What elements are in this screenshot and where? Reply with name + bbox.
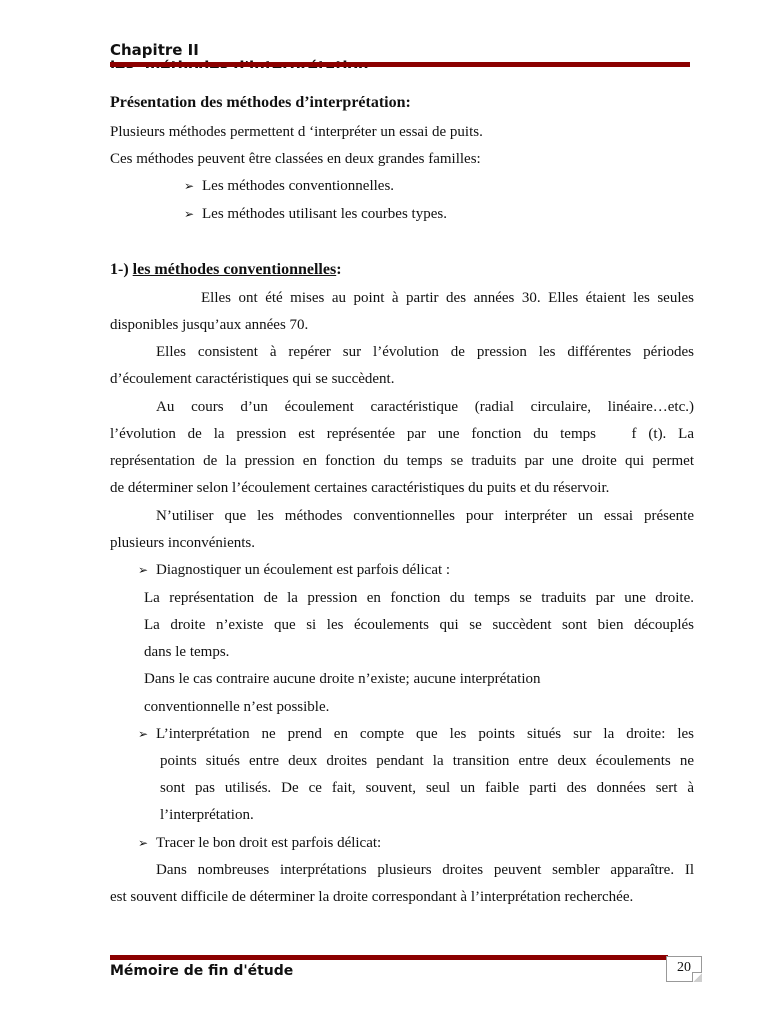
bullet-item <box>138 560 694 580</box>
paragraph-line: représentation de la pression en fonction du temps se traduits par une droite qui permet <box>110 453 694 469</box>
paragraph-line: d’écoulement caractéristiques qui se succèdent. <box>110 371 395 387</box>
paragraph-line: points situés entre deux droites pendant la transition entre deux écoulements ne <box>160 753 694 769</box>
paragraph-line: Elles consistent à repérer sur l’évolution de pression les différentes périodes <box>156 344 694 360</box>
page-number-box <box>666 956 702 982</box>
bullet-item <box>138 833 694 853</box>
family-list-item <box>184 176 694 196</box>
paragraph-line: est souvent difficile de déterminer la droite correspondant à l’interprétation recherchée. <box>110 889 634 905</box>
part1-colon: : <box>336 261 342 278</box>
bullet-label: L’interprétation ne prend en compte que les points situés sur la droite: les <box>156 726 694 742</box>
arrow-bullet-icon: ➢ <box>138 727 149 741</box>
family-item-label: Les méthodes conventionnelles. <box>202 178 395 194</box>
arrow-bullet-icon: ➢ <box>184 179 195 193</box>
footer-title: Mémoire de fin d'étude <box>110 963 294 979</box>
arrow-bullet-icon: ➢ <box>138 836 149 850</box>
intro-line-1: Plusieurs méthodes permettent d ‘interpréter un essai de puits. <box>110 124 483 140</box>
paragraph-line: dans le temps. <box>144 644 230 660</box>
arrow-bullet-icon: ➢ <box>138 563 149 577</box>
paragraph-line: conventionnelle n’est possible. <box>144 699 330 715</box>
part1-title: les méthodes conventionnelles <box>132 261 337 278</box>
intro-line-2: Ces méthodes peuvent être classées en deux grandes familles: <box>110 151 481 167</box>
bullet-label: Tracer le bon droit est parfois délicat: <box>156 835 382 851</box>
family-item-label: Les méthodes utilisant les courbes types. <box>202 206 447 222</box>
chapter-title: Chapitre II <box>110 41 199 59</box>
paragraph-line: La représentation de la pression en fonction du temps se traduits par une droite. <box>144 590 694 606</box>
paragraph-line: sont pas utilisés. De ce fait, souvent, seul un faible parti des données sert à <box>160 780 694 796</box>
paragraph-line: Dans le cas contraire aucune droite n’existe; aucune interprétation <box>144 671 541 687</box>
footer-rule <box>110 955 668 960</box>
paragraph-line: l’évolution de la pression est représentée par une fonction du temps f (t). La <box>110 426 694 442</box>
bullet-label: Diagnostiquer un écoulement est parfois délicat : <box>156 562 451 578</box>
arrow-bullet-icon: ➢ <box>184 207 195 221</box>
paragraph-line: plusieurs inconvénients. <box>110 535 255 551</box>
family-list-item <box>184 204 694 224</box>
paragraph-line: Elles ont été mises au point à partir des années 30. Elles étaient les seules <box>201 290 694 306</box>
section-heading: Présentation des méthodes d’interprétation: <box>110 94 411 111</box>
paragraph-line: de déterminer selon l’écoulement certaines caractéristiques du puits et du réservoir. <box>110 480 610 496</box>
part1-number: 1-) <box>110 261 129 278</box>
part1-heading <box>110 260 694 280</box>
paragraph-line: disponibles jusqu’aux années 70. <box>110 317 309 333</box>
paragraph-line: Au cours d’un écoulement caractéristique (radial circulaire, linéaire…etc.) <box>156 399 694 415</box>
page-curl-icon <box>692 972 702 982</box>
page-number: 20 <box>677 960 691 975</box>
paragraph-line: l’interprétation. <box>160 807 254 823</box>
paragraph-line: N’utiliser que les méthodes conventionnelles pour interpréter un essai présente <box>156 508 694 524</box>
header-rule <box>110 62 690 67</box>
paragraph-line: La droite n’existe que si les écoulements qui se succèdent sont bien découplés <box>144 617 694 633</box>
paragraph-line: Dans nombreuses interprétations plusieurs droites peuvent sembler apparaître. Il <box>156 862 694 878</box>
bullet-item <box>138 724 694 744</box>
